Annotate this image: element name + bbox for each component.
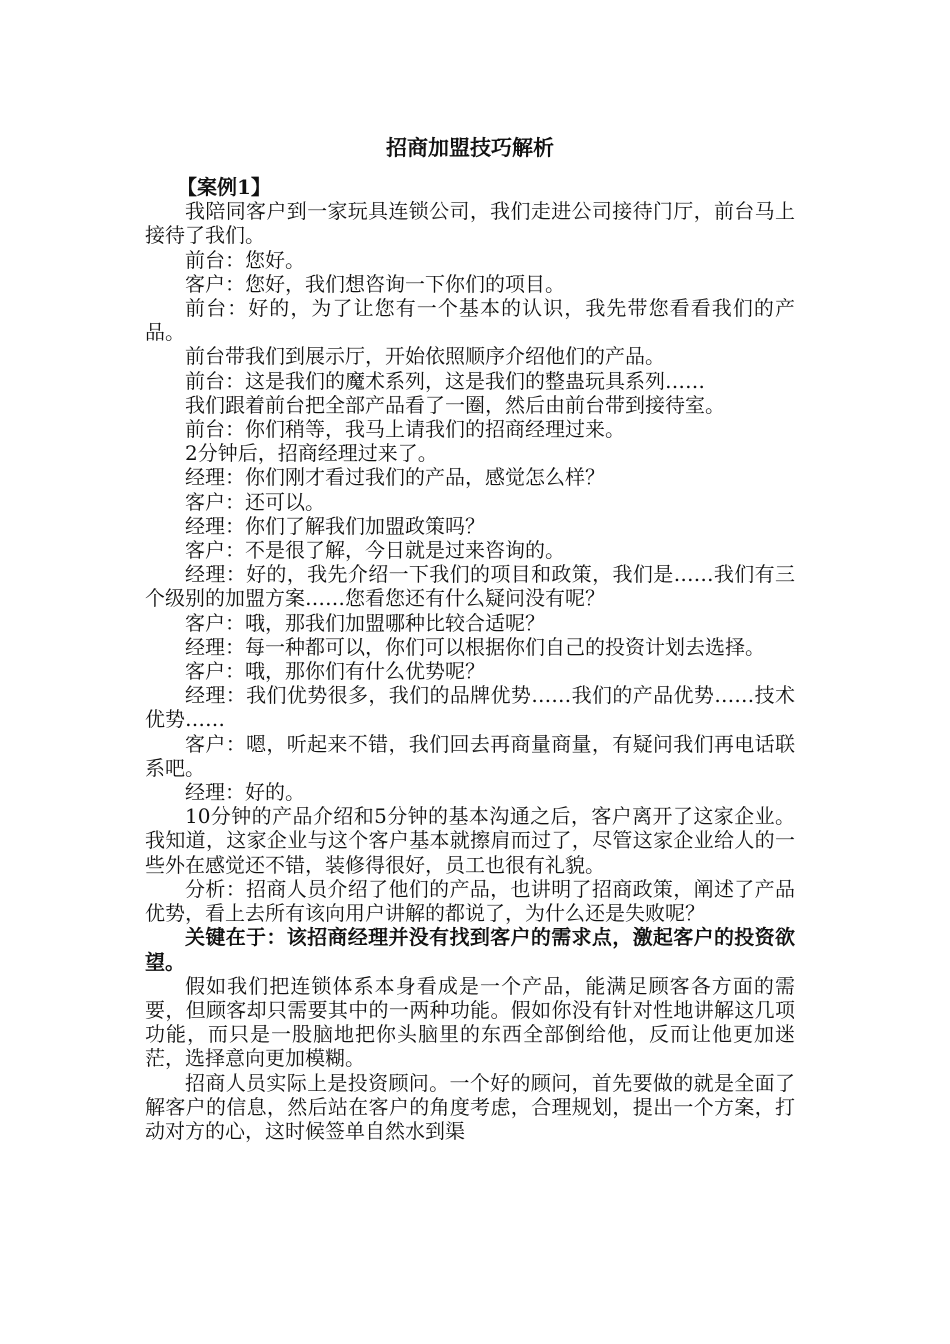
paragraph: 经理：好的。 (185, 780, 305, 805)
case-label: 【案例1】 (177, 175, 271, 199)
document-body (145, 131, 795, 1143)
paragraph: 我陪同客户到一家玩具连锁公司，我们走进公司接待门厅，前台马上接待了我们。 (145, 199, 795, 248)
paragraph: 10分钟的产品介绍和5分钟的基本沟通之后，客户离开了这家企业。我知道，这家企业与这个客户基本就擦肩而过了，尽管这家企业给人的一些外在感觉还不错，装修得很好，员工也很有礼貌。 (145, 804, 795, 877)
paragraph: 分析：招商人员介绍了他们的产品，也讲明了招商政策，阐述了产品优势，看上去所有该向用户讲解的都说了，为什么还是失败呢？ (145, 876, 795, 926)
paragraph: 经理：你们刚才看过我们的产品，感觉怎么样？ (185, 465, 605, 490)
paragraph: 假如我们把连锁体系本身看成是一个产品，能满足顾客各方面的需要，但顾客却只需要其中的一两种功能。假如你没有针对性地讲解这几项功能，而只是一股脑地把你头脑里的东西全部倒给他，反而让他更加迷茫，选择意向更加模糊。 (145, 973, 795, 1071)
paragraph: 客户：哦，那你们有什么优势呢？ (185, 659, 485, 684)
paragraph: 2分钟后，招商经理过来了。 (185, 441, 438, 466)
paragraph: 经理：你们了解我们加盟政策吗？ (185, 513, 485, 538)
paragraph: 经理：好的，我先介绍一下我们的项目和政策，我们是……我们有三个级别的加盟方案……您看您还有什么疑问没有呢？ (145, 562, 795, 611)
paragraph: 招商人员实际上是投资顾问。一个好的顾问，首先要做的就是全面了解客户的信息，然后站在客户的角度考虑，合理规划，提出一个方案，打动对方的心，这时候签单自然水到渠 (145, 1070, 795, 1143)
paragraph: 客户：不是很了解，今日就是过来咨询的。 (185, 538, 565, 563)
document-title: 招商加盟技巧解析 (386, 135, 554, 160)
paragraph: 客户：您好，我们想咨询一下你们的项目。 (185, 271, 565, 296)
paragraph: 我们跟着前台把全部产品看了一圈，然后由前台带到接待室。 (185, 392, 725, 417)
paragraph: 经理：每一种都可以，你们可以根据你们自己的投资计划去选择。 (185, 634, 765, 659)
paragraph: 前台：你们稍等，我马上请我们的招商经理过来。 (185, 417, 625, 442)
paragraph: 经理：我们优势很多，我们的品牌优势……我们的产品优势……技术优势…… (145, 683, 795, 732)
paragraph: 前台：您好。 (185, 247, 305, 272)
paragraph: 客户：哦，那我们加盟哪种比较合适呢？ (185, 610, 545, 635)
paragraph: 客户：嗯，听起来不错，我们回去再商量商量，有疑问我们再电话联系吧。 (145, 731, 795, 780)
paragraph: 前台：好的，为了让您有一个基本的认识，我先带您看看我们的产品。 (145, 296, 795, 345)
paragraph: 客户：还可以。 (185, 489, 325, 514)
paragraph: 前台：这是我们的魔术系列，这是我们的整蛊玩具系列…… (185, 368, 705, 393)
key-point: 关键在于：该招商经理并没有找到客户的需求点，激起客户的投资欲望。 (145, 925, 795, 974)
paragraph: 前台带我们到展示厅，开始依照顺序介绍他们的产品。 (185, 344, 665, 369)
